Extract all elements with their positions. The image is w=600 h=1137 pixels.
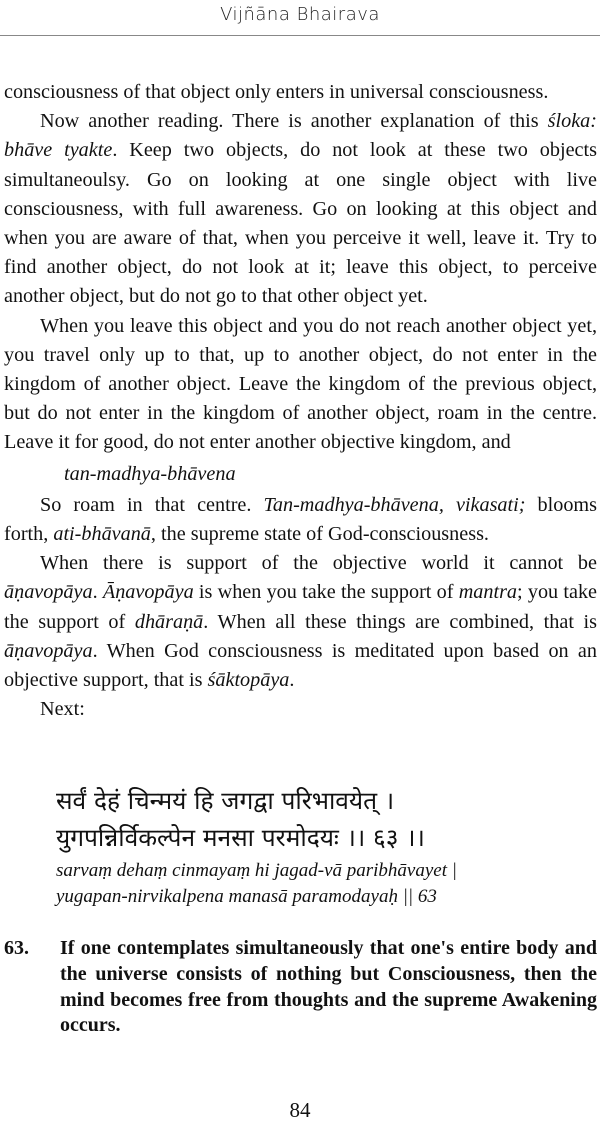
- text-span: When there is support of the objective world it cannot be: [40, 552, 597, 575]
- translit-line-2: yugapan-nirvikalpena manasā paramodayaḥ || 63: [56, 886, 437, 907]
- italic-term: āṇavopāya: [4, 639, 93, 662]
- text-span: blooms forth,: [4, 493, 597, 546]
- text-span: .: [289, 669, 295, 692]
- paragraph-6: Next:: [40, 698, 85, 721]
- header-rule: [0, 35, 600, 36]
- italic-term: ati-bhāvanā: [53, 523, 151, 546]
- italic-term: Āṇavopāya: [102, 581, 194, 604]
- italic-term: āṇavopāya: [4, 581, 93, 604]
- paragraph-2: [4, 107, 597, 311]
- text-span: . Keep two objects, do not look at these two objects simultaneoulsy. Go on looking at one single object with live consciousness, with full awareness. Go on looking at this object and when you are aware of that, when you perceive it well, leave it. Try to find another object, do not look at it; leave this object, to perceive another object, but do not go to that other object yet.: [4, 139, 597, 308]
- body-text: [4, 78, 597, 724]
- quoted-phrase: tan-madhya-bhāvena: [64, 462, 236, 485]
- verse-translation: [4, 936, 597, 1039]
- transliteration: [56, 858, 596, 910]
- paragraph-4: [4, 491, 597, 549]
- text-span: So roam in that centre.: [40, 493, 264, 516]
- verse-translation-text: If one contemplates simultaneously that one's entire body and the universe consists of nothing but Consciousness, then the mind becomes free from thoughts and the supreme Awakening occurs.: [60, 937, 597, 1037]
- paragraph-3: When you leave this object and you do not reach another object yet, you travel only up to that, up to another object, do not enter in the kingdom of another object. Leave the kingdom of the previous object, but do not enter in the kingdom of another object, roam in the centre. Leave it for good, do not enter another objective kingdom, and: [4, 314, 597, 454]
- paragraph-5: [4, 549, 597, 695]
- devanagari-line-2: युगपन्निर्विकल्पेन मनसा परमोदयः ।। ६३ ।।: [56, 823, 425, 852]
- page-number: 84: [289, 1098, 311, 1122]
- italic-term: dhāraṇā: [134, 610, 204, 633]
- italic-term: mantra: [458, 581, 518, 604]
- text-span: .: [92, 581, 103, 604]
- text-span: ; you take the support of: [4, 581, 598, 633]
- verse-number: 63.: [4, 937, 29, 959]
- devanagari-verse: [56, 782, 596, 856]
- translit-line-1: sarvaṃ dehaṃ cinmayaṃ hi jagad-vā paribhāvayet |: [56, 860, 457, 881]
- text-span: Now another reading. There is another explanation of this: [40, 110, 548, 133]
- running-head: Vijñāna Bhairava: [220, 4, 380, 25]
- text-span: . When all these things are combined, that is: [203, 610, 597, 633]
- text-span: . When God consciousness is meditated upon based on an objective support, that is: [4, 639, 597, 692]
- devanagari-line-1: सर्वं देहं चिन्मयं हि जगद्वा परिभावयेत् ।: [56, 786, 395, 815]
- paragraph-1: consciousness of that object only enters in universal consciousness.: [4, 81, 549, 103]
- text-span: is when you take the support of: [193, 581, 459, 604]
- italic-term: śāktopāya: [207, 669, 290, 692]
- italic-term: Tan-madhya-bhāvena, vikasati;: [263, 493, 526, 516]
- sloka-term: śloka: bhāve tyakte: [4, 110, 597, 162]
- text-span: , the supreme state of God-consciousness.: [150, 523, 489, 546]
